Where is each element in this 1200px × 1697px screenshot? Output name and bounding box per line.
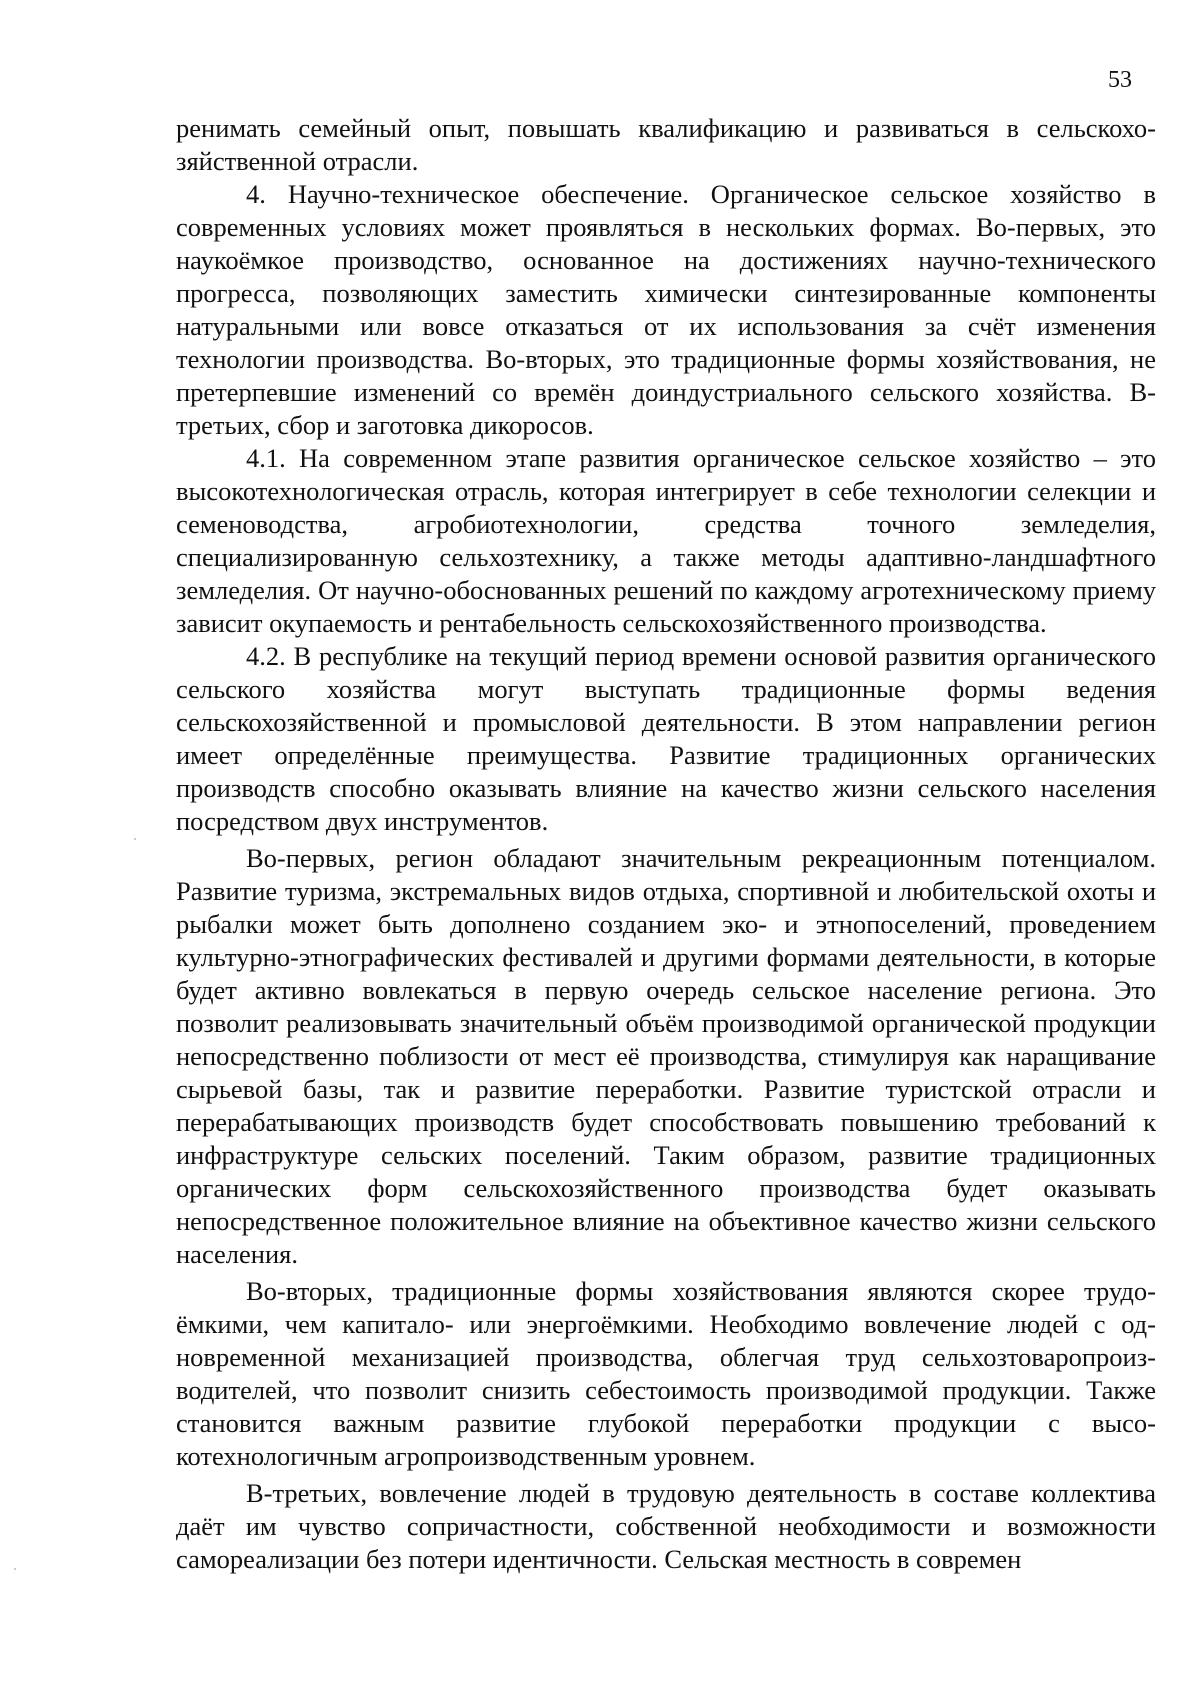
page-number: 53	[1108, 67, 1132, 93]
paragraph-scientific-support: 4. Научно-техническое обеспечение. Органическое сельское хозяйство в современных условиях может проявляться в нескольких формах. Во-первых, это наукоёмкое производство, основанное на достижениях научно-технического прогресса, позволяющих заместить химически синтезированные компоненты натуральными или вовсе отказаться от их использования за счёт изменения технологии производства. Во-вторых, это традиционные формы хозяйствования, не претерпевшие изменений со времён доиндустриального сельского хозяйства. В-третьих, сбор и заготовка дикоросов.	[176, 179, 1156, 440]
scan-speck	[134, 838, 136, 840]
paragraph-firstly: Во-первых, регион обладают значительным рекреационным потенциалом. Развитие туризма, экстремальных видов отдыха, спортивной и любительской охоты и рыбалки может быть дополнено созданием эко- и этнопоселений, проведением культурно-этнографических фестивалей и другими формами деятельности, в которые будет активно вовлекаться в первую очередь сельское население региона. Это позволит реализовывать значительный объём производимой органической продукции непосредственно поблизости от мест её производства, стимулируя как наращивание сырьевой базы, так и развитие переработки. Развитие туристской отрасли и перерабатывающих производств будет способствовать повышению требований к инфраструктуре сельских поселений. Таким образом, развитие традиционных органических форм сельскохозяйственного производства будет оказывать непосредственное положительное влияние на объективное качество жизни сельского населения.	[176, 843, 1156, 1269]
body-text	[176, 112, 1156, 1576]
paragraph-continued: ренимать семейный опыт, повышать квалификацию и развиваться в сельскохозяйственной отрасли.	[176, 113, 1156, 176]
paragraph-secondly: Во-вторых, традиционные формы хозяйствования являются скорее трудоёмкими, чем капитало- или энергоёмкими. Необходимо вовлечение людей с одновременной механизацией производства, облегчая труд сельхозтоваропроизводителей, что позволит снизить себестоимость производимой продукции. Также становится важным развитие глубокой переработки продукции с высокотехнологичным агропроизводственным уровнем.	[176, 1276, 1156, 1471]
paragraph-4-1: 4.1. На современном этапе развития органическое сельское хозяйство – это высокотехнологическая отрасль, которая интегрирует в себе технологии селекции и семеноводства, агробиотехнологии, средства точного земледелия, специализированную сельхозтехнику, а также методы адаптивно-ландшафтного земледелия. От научно-обоснованных решений по каждому агротехническому приему зависит окупаемость и рентабельность сельскохозяйственного производства.	[176, 443, 1156, 638]
paragraph-thirdly: В-третьих, вовлечение людей в трудовую деятельность в составе коллектива даёт им чувство сопричастности, собственной необходимости и возможности самореализации без потери идентичности. Сельская местность в современ	[176, 1478, 1156, 1574]
scan-speck	[14, 1568, 16, 1570]
paragraph-4-2: 4.2. В республике на текущий период времени основой развития органического сельского хозяйства могут выступать традиционные формы ведения сельскохозяйственной и промысловой деятельности. В этом направлении регион имеет определённые преимущества. Развитие традиционных органических производств способно оказывать влияние на качество жизни сельского населения посредством двух инструментов.	[176, 641, 1156, 836]
